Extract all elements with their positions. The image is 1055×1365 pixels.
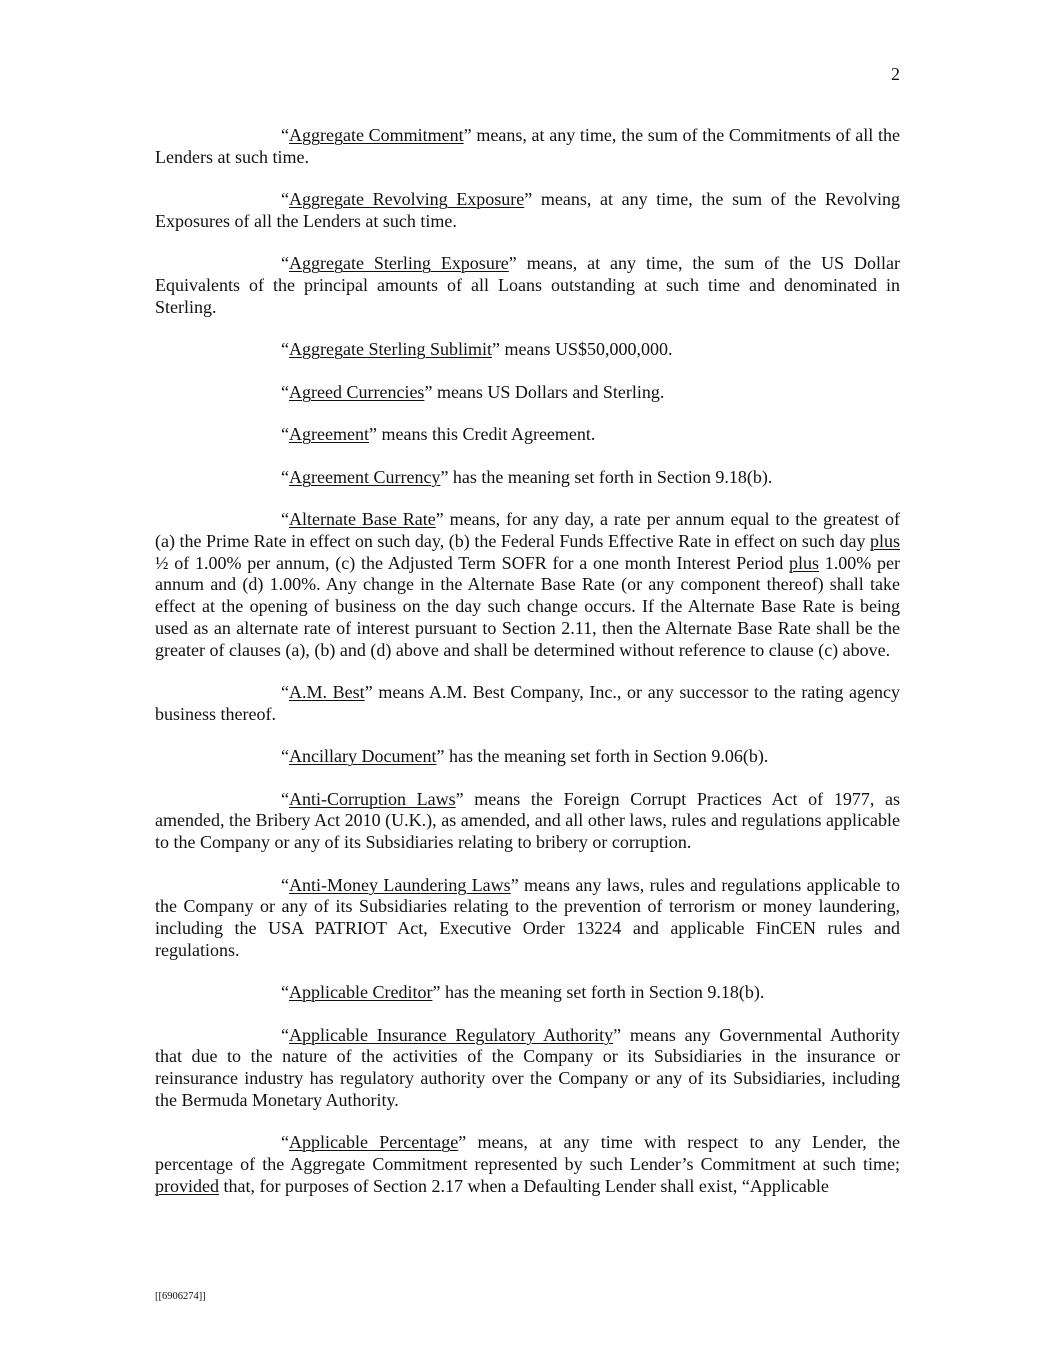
definition-text: ” means, for any day, a rate per annum equal to the greatest of (a) the Prime Rate in effect on such day, (b) the Federal Funds Effective Rate in effect on such day xyxy=(155,509,900,552)
definition-paragraph xyxy=(155,125,900,168)
definition-text: “ xyxy=(281,682,289,703)
definition-text: ” means US$50,000,000. xyxy=(491,339,673,360)
defined-term: Aggregate Sterling Exposure xyxy=(289,253,509,274)
definition-paragraph xyxy=(155,509,900,661)
definition-text: ” has the meaning set forth in Section 9.18(b). xyxy=(432,982,765,1003)
definition-text: “ xyxy=(281,424,289,445)
definition-text: “ xyxy=(281,1132,289,1153)
definition-text: ” means the Foreign Corrupt Practices Act of 1977, as amended, the Bribery Act 2010 (U.K.), as amended, and all other laws, rules and regulations applicable to the Company or any of its Subsidiaries relating to bribery or corruption. xyxy=(155,788,900,853)
definition-paragraph xyxy=(155,789,900,854)
definition-text: “ xyxy=(281,746,289,767)
definition-paragraph xyxy=(155,1025,900,1112)
defined-term: Applicable Insurance Regulatory Authority xyxy=(289,1024,614,1045)
defined-term: Anti-Money Laundering Laws xyxy=(289,874,511,895)
defined-term: Ancillary Document xyxy=(289,746,437,767)
underlined-word: plus xyxy=(788,552,819,573)
definition-text: “ xyxy=(281,1024,289,1045)
definitions-list xyxy=(155,125,900,1218)
definition-text: 1.00% per annum and (d) 1.00%. Any change in the Alternate Base Rate (or any component thereof) shall take effect at the opening of business on the day such change occurs. If the Alternate Base Rate is being used as an alternate rate of interest pursuant to Section 2.11, then the Alternate Base Rate shall be the greater of clauses (a), (b) and (d) above and shall be determined without reference to clause (c) above. xyxy=(155,552,901,660)
definition-text: ” means this Credit Agreement. xyxy=(368,424,596,445)
definition-paragraph xyxy=(155,467,900,489)
definition-text: “ xyxy=(281,189,289,210)
defined-term: Agreed Currencies xyxy=(289,381,425,402)
definition-paragraph xyxy=(155,339,900,361)
defined-term: Aggregate Commitment xyxy=(289,125,464,145)
defined-term: A.M. Best xyxy=(289,682,365,703)
definition-paragraph xyxy=(155,253,900,318)
definition-text: ” means, at any time, the sum of the Commitments of all the Lenders at such time. xyxy=(155,125,900,167)
defined-term: Aggregate Revolving Exposure xyxy=(289,189,525,210)
definition-paragraph xyxy=(155,189,900,232)
definition-text: “ xyxy=(281,874,289,895)
defined-term: Agreement Currency xyxy=(289,466,441,487)
definition-text: ” means, at any time, the sum of the Revolving Exposures of all the Lenders at such time. xyxy=(155,189,900,231)
definition-paragraph xyxy=(155,682,900,725)
definition-text: ” means, at any time with respect to any Lender, the percentage of the Aggregate Commitment represented by such Lender’s Commitment at such time; xyxy=(155,1132,900,1175)
defined-term: Aggregate Sterling Sublimit xyxy=(289,339,492,360)
definition-text: ” has the meaning set forth in Section 9.06(b). xyxy=(436,746,769,767)
definition-text: “ xyxy=(281,982,289,1003)
definition-text: ” means any Governmental Authority that due to the nature of the activities of the Company or its Subsidiaries in the insurance or reinsurance industry has regulatory authority over the Company or any of its Subsidiaries, including the Bermuda Monetary Authority. xyxy=(155,1024,900,1110)
underlined-word: plus xyxy=(869,531,900,552)
defined-term: Agreement xyxy=(289,424,369,445)
definition-paragraph xyxy=(155,982,900,1004)
underlined-word: provided xyxy=(155,1175,219,1196)
definition-text: “ xyxy=(281,788,289,809)
definition-text: ” has the meaning set forth in Section 9.18(b). xyxy=(440,466,773,487)
definition-text: “ xyxy=(281,466,289,487)
definition-text: ” means A.M. Best Company, Inc., or any successor to the rating agency business thereof. xyxy=(155,682,900,724)
document-id-footer: [[6906274]] xyxy=(155,1291,206,1302)
defined-term: Applicable Percentage xyxy=(289,1132,459,1153)
definition-text: that, for purposes of Section 2.17 when a Defaulting Lender shall exist, “Applicable xyxy=(218,1175,829,1196)
definition-text: “ xyxy=(281,125,289,145)
definition-paragraph xyxy=(155,382,900,404)
definition-text: ” means any laws, rules and regulations applicable to the Company or any of its Subsidiaries relating to the prevention of terrorism or money laundering, including the USA PATRIOT Act, Executive Order 13224 and applicable FinCEN rules and regulations. xyxy=(155,874,900,960)
definition-paragraph xyxy=(155,424,900,446)
definition-paragraph xyxy=(155,746,900,768)
defined-term: Anti-Corruption Laws xyxy=(289,788,456,809)
definition-text: ½ of 1.00% per annum, (c) the Adjusted Term SOFR for a one month Interest Period xyxy=(155,552,789,573)
definition-text: ” means, at any time, the sum of the US Dollar Equivalents of the principal amounts of all Loans outstanding at such time and denominated in Sterling. xyxy=(155,253,900,317)
definition-text: “ xyxy=(281,381,289,402)
page-number: 2 xyxy=(891,64,900,84)
definition-text: “ xyxy=(281,509,289,530)
definition-text: “ xyxy=(281,339,289,360)
defined-term: Alternate Base Rate xyxy=(289,509,436,530)
defined-term: Applicable Creditor xyxy=(289,982,433,1003)
definition-paragraph xyxy=(155,875,900,962)
definition-text: ” means US Dollars and Sterling. xyxy=(424,381,665,402)
definition-text: “ xyxy=(281,253,289,274)
definition-paragraph xyxy=(155,1132,900,1197)
